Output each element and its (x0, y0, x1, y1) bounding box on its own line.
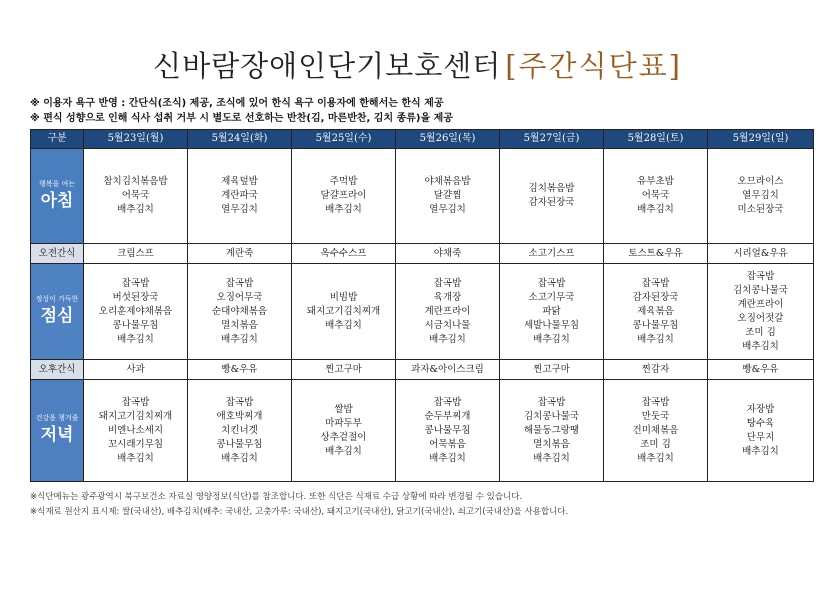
menu-item: 파닭 (542, 305, 561, 317)
dinner-label: 저녁 (40, 425, 74, 445)
note-line: ※ 이용자 욕구 반영 : 간단식(조식) 제공, 조식에 있어 한식 욕구 이용자에 한해서는 한식 제공 (30, 98, 444, 109)
menu-item: 열무김치 (429, 204, 466, 215)
bottom-notes (30, 490, 568, 520)
breakfast-menu-cell (604, 149, 708, 244)
day-header: 5월27일(금) (500, 130, 604, 149)
breakfast-menu-cell (708, 149, 814, 244)
menu-item: 시금치나물 (424, 319, 471, 331)
menu-item: 오므라이스 (737, 176, 784, 187)
weekly-menu-label: [주간식단표] (505, 49, 682, 83)
dinner-label-cell (31, 380, 84, 482)
menu-item: 단무지 (746, 431, 775, 443)
menu-item: 배추김치 (117, 452, 154, 464)
breakfast-menu-cell (188, 149, 292, 244)
am-snack-menu-cell: 토스트&우유 (604, 244, 708, 264)
menu-item: 김치볶음밥 (528, 183, 575, 194)
menu-item: 잡곡밥 (537, 277, 566, 289)
menu-item: 콩나물무침 (424, 424, 471, 436)
breakfast-label-cell (31, 149, 84, 244)
breakfast-menu-cell (84, 149, 188, 244)
menu-item: 돼지고기김치찌개 (306, 305, 381, 317)
pm-snack-menu-cell: 찐고구마 (500, 360, 604, 380)
dinner-caption: 건강을 챙겨줄 (35, 414, 79, 422)
menu-item: 달걀프라이 (320, 190, 367, 201)
menu-item: 어묵국 (641, 190, 670, 201)
menu-item: 잡곡밥 (433, 277, 462, 289)
lunch-menu-cell (188, 264, 292, 360)
dinner-menu-cell (604, 380, 708, 482)
am-snack-menu-cell: 야채죽 (396, 244, 500, 264)
breakfast-menu-cell (396, 149, 500, 244)
am-snack-menu-cell: 크림스프 (84, 244, 188, 264)
am-snack-menu-cell: 계란죽 (188, 244, 292, 264)
breakfast-label: 아침 (40, 190, 74, 211)
menu-item: 주먹밥 (329, 176, 358, 187)
center-name: 신바람장애인단기보호센터 (153, 49, 502, 83)
menu-item: 참치김치볶음밥 (103, 176, 168, 187)
menu-item: 계란파국 (221, 190, 258, 201)
dinner-menu-cell (396, 380, 500, 482)
menu-item: 잡곡밥 (746, 270, 775, 282)
menu-item: 배추김치 (533, 333, 570, 345)
am-snack-menu-cell: 소고기스프 (500, 244, 604, 264)
menu-item: 감자된장국 (632, 291, 679, 303)
menu-item: 배추김치 (325, 204, 362, 215)
menu-item: 해물동그랑땡 (523, 424, 580, 436)
lunch-menu-cell (84, 264, 188, 360)
menu-item: 어묵국 (121, 190, 150, 201)
menu-item: 치킨너겟 (221, 424, 258, 436)
menu-item: 잡곡밥 (641, 277, 670, 289)
pm-snack-menu-cell: 찐감자 (604, 360, 708, 380)
menu-item: 배추김치 (637, 333, 674, 345)
menu-item: 배추김치 (221, 452, 258, 464)
menu-item: 배추김치 (742, 445, 779, 457)
menu-item: 유부초밥 (637, 176, 674, 187)
corner-header: 구분 (31, 130, 84, 149)
menu-item: 달걀찜 (433, 190, 462, 201)
am-snack-menu-cell: 시리얼&우유 (708, 244, 814, 264)
day-header: 5월23일(월) (84, 130, 188, 149)
menu-item: 순두부찌개 (424, 410, 471, 422)
note-line: ※식재료 원산지 표시제: 쌀(국내산), 배추김치(배추: 국내산, 고춧가루: 국내산), 돼지고기(국내산), 닭고기(국내산), 쇠고기(국내산)을 사용합니다. (30, 507, 569, 517)
menu-item: 비엔나소세지 (107, 424, 164, 436)
menu-item: 열무김치 (221, 204, 258, 215)
menu-item: 배추김치 (325, 319, 362, 331)
pm-snack-label: 오후간식 (31, 360, 84, 380)
dinner-menu-cell (84, 380, 188, 482)
menu-item: 제육볶음 (637, 305, 674, 317)
menu-item: 세발나물무침 (523, 319, 580, 331)
menu-item: 배추김치 (117, 204, 154, 215)
menu-item: 콩나물무침 (112, 319, 159, 331)
menu-item: 탕수육 (746, 417, 775, 429)
note-line: ※ 편식 성향으로 인해 식사 섭취 거부 시 별도로 선호하는 반찬(김, 마른반찬, 김치 종류)을 제공 (30, 113, 453, 124)
menu-item: 멸치볶음 (533, 438, 570, 450)
day-header: 5월24일(화) (188, 130, 292, 149)
menu-item: 육개장 (433, 291, 462, 303)
menu-item: 잡곡밥 (225, 277, 254, 289)
menu-item: 배추김치 (429, 333, 466, 345)
menu-item: 배추김치 (637, 204, 674, 215)
weekly-menu-table (30, 129, 814, 482)
menu-item: 소고기무국 (528, 291, 575, 303)
breakfast-menu-cell (292, 149, 396, 244)
menu-item: 배추김치 (117, 333, 154, 345)
menu-item: 상추겉절이 (320, 431, 367, 443)
menu-item: 배추김치 (325, 445, 362, 457)
menu-item: 계란프라이 (737, 298, 784, 310)
menu-item: 잡곡밥 (537, 396, 566, 408)
dinner-menu-cell (188, 380, 292, 482)
breakfast-row (31, 149, 814, 244)
menu-item: 콩나물무침 (216, 438, 263, 450)
day-header: 5월29일(일) (708, 130, 814, 149)
lunch-label-cell (31, 264, 84, 360)
pm-snack-menu-cell: 사과 (84, 360, 188, 380)
menu-item: 배추김치 (221, 333, 258, 345)
dinner-menu-cell (292, 380, 396, 482)
menu-item: 오징어무국 (216, 291, 263, 303)
menu-item: 김치콩나물국 (732, 284, 789, 296)
menu-item: 배추김치 (742, 340, 779, 352)
menu-item: 만둣국 (641, 410, 670, 422)
menu-item: 잡곡밥 (433, 396, 462, 408)
page-title (0, 44, 835, 85)
menu-item: 건미채볶음 (632, 424, 679, 436)
menu-item: 배추김치 (637, 452, 674, 464)
menu-item: 어묵볶음 (429, 438, 466, 450)
lunch-menu-cell (708, 264, 814, 360)
menu-item: 감자된장국 (528, 197, 575, 208)
lunch-menu-cell (500, 264, 604, 360)
menu-item: 열무김치 (742, 190, 779, 201)
breakfast-caption: 행복을 여는 (38, 179, 76, 188)
dinner-menu-cell (500, 380, 604, 482)
menu-item: 오징어젓갈 (737, 312, 784, 324)
menu-item: 잡곡밥 (121, 277, 150, 289)
menu-item: 버섯된장국 (112, 291, 159, 303)
menu-item: 오리훈제야채볶음 (98, 305, 173, 317)
day-header: 5월28일(토) (604, 130, 708, 149)
dinner-menu-cell (708, 380, 814, 482)
am-snack-label: 오전간식 (31, 244, 84, 264)
menu-item: 순대야채볶음 (211, 305, 268, 317)
menu-item: 비빔밥 (329, 291, 358, 303)
menu-item: 잡곡밥 (121, 396, 150, 408)
lunch-menu-cell (292, 264, 396, 360)
breakfast-menu-cell (500, 149, 604, 244)
note-line: ※식단메뉴는 광주광역시 북구보건소 자료실 영양정보(식단)를 참조합니다. 또한 식단은 식재료 수급 상황에 따라 변경될 수 있습니다. (30, 492, 523, 502)
menu-item: 자장밥 (746, 403, 775, 415)
menu-item: 야채볶음밥 (424, 176, 471, 187)
lunch-menu-cell (604, 264, 708, 360)
menu-item: 배추김치 (533, 452, 570, 464)
menu-item: 계란프라이 (424, 305, 471, 317)
menu-item: 조미 김 (640, 438, 671, 450)
lunch-row (31, 264, 814, 360)
header-row (31, 130, 814, 149)
menu-item: 콩나물무침 (632, 319, 679, 331)
am-snack-row (31, 244, 814, 264)
menu-item: 배추김치 (429, 452, 466, 464)
menu-item: 마파두부 (325, 417, 362, 429)
day-header: 5월25일(수) (292, 130, 396, 149)
am-snack-menu-cell: 옥수수스프 (292, 244, 396, 264)
menu-item: 미소된장국 (737, 204, 784, 215)
menu-item: 돼지고기김치찌개 (98, 410, 173, 422)
lunch-caption: 정성이 가득한 (35, 295, 79, 303)
lunch-label: 점심 (40, 306, 74, 326)
top-notes (30, 96, 453, 126)
day-header: 5월26일(목) (396, 130, 500, 149)
menu-item: 잡곡밥 (641, 396, 670, 408)
menu-item: 김치콩나물국 (523, 410, 580, 422)
menu-item: 조미 김 (745, 326, 776, 338)
menu-item: 잡곡밥 (225, 396, 254, 408)
menu-item: 애호박찌개 (216, 410, 263, 422)
pm-snack-menu-cell: 빵&우유 (188, 360, 292, 380)
menu-item: 멸치볶음 (221, 319, 258, 331)
dinner-row (31, 380, 814, 482)
pm-snack-menu-cell: 빵&우유 (708, 360, 814, 380)
pm-snack-menu-cell: 찐고구마 (292, 360, 396, 380)
menu-item: 제육덮밥 (221, 176, 258, 187)
menu-item: 꼬시래기무침 (107, 438, 164, 450)
pm-snack-row (31, 360, 814, 380)
menu-item: 쌀밥 (334, 403, 353, 415)
pm-snack-menu-cell: 과자&아이스크림 (396, 360, 500, 380)
lunch-menu-cell (396, 264, 500, 360)
